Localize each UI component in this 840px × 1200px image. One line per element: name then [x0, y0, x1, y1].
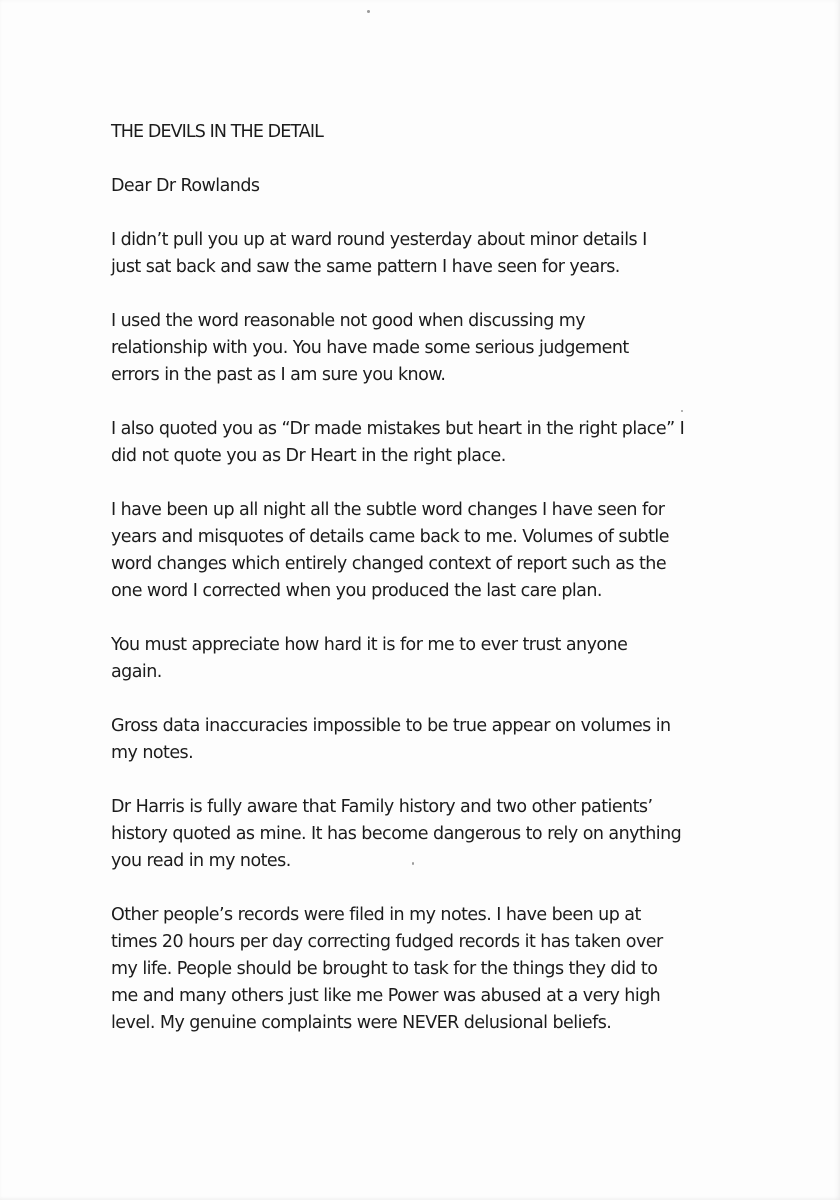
letter-line: I also quoted you as “Dr made mistakes but heart in the right place” I: [111, 419, 685, 439]
letter-line: I didn’t pull you up at ward round yesterday about minor details I: [111, 230, 647, 250]
letter-line: just sat back and saw the same pattern I have seen for years.: [111, 257, 620, 277]
letter-title: THE DEVILS IN THE DETAIL: [111, 122, 323, 142]
letter-paragraph: [111, 308, 751, 389]
letter-line: word changes which entirely changed context of report such as the: [111, 554, 667, 574]
letter-paragraph: [111, 227, 751, 281]
letter-paragraph: [111, 794, 751, 875]
letter-salutation: Dear Dr Rowlands: [111, 176, 260, 196]
letter-paragraphs: [111, 227, 751, 1037]
letter-paragraph: [111, 902, 751, 1037]
letter-paragraph: [111, 632, 751, 686]
letter-line: Other people’s records were filed in my notes. I have been up at: [111, 905, 641, 925]
letter-line: did not quote you as Dr Heart in the right place.: [111, 446, 506, 466]
letter-line: me and many others just like me Power was abused at a very high: [111, 986, 661, 1006]
letter-paragraph: [111, 497, 751, 605]
letter-line: I used the word reasonable not good when discussing my: [111, 311, 586, 331]
letter-paragraph: [111, 713, 751, 767]
letter-line: times 20 hours per day correcting fudged records it has taken over: [111, 932, 663, 952]
letter-paragraph: [111, 416, 751, 470]
letter-line: one word I corrected when you produced the last care plan.: [111, 581, 602, 601]
letter-line: my notes.: [111, 743, 194, 763]
letter-line: You must appreciate how hard it is for me to ever trust anyone: [111, 635, 628, 655]
letter-line: years and misquotes of details came back to me. Volumes of subtle: [111, 527, 669, 547]
letter-line: my life. People should be brought to task for the things they did to: [111, 959, 658, 979]
letter-line: level. My genuine complaints were NEVER delusional beliefs.: [111, 1013, 612, 1033]
letter-line: relationship with you. You have made some serious judgement: [111, 338, 629, 358]
letter-line: errors in the past as I am sure you know.: [111, 365, 446, 385]
letter-line: history quoted as mine. It has become dangerous to rely on anything: [111, 824, 682, 844]
letter-line: Dr Harris is fully aware that Family history and two other patients’: [111, 797, 653, 817]
paper-speck: [367, 10, 370, 13]
letter-line: Gross data inaccuracies impossible to be true appear on volumes in: [111, 716, 671, 736]
letter-body: [111, 119, 751, 1064]
letter-line: again.: [111, 662, 162, 682]
letter-line: I have been up all night all the subtle word changes I have seen for: [111, 500, 665, 520]
letter-line: you read in my notes.: [111, 851, 291, 871]
